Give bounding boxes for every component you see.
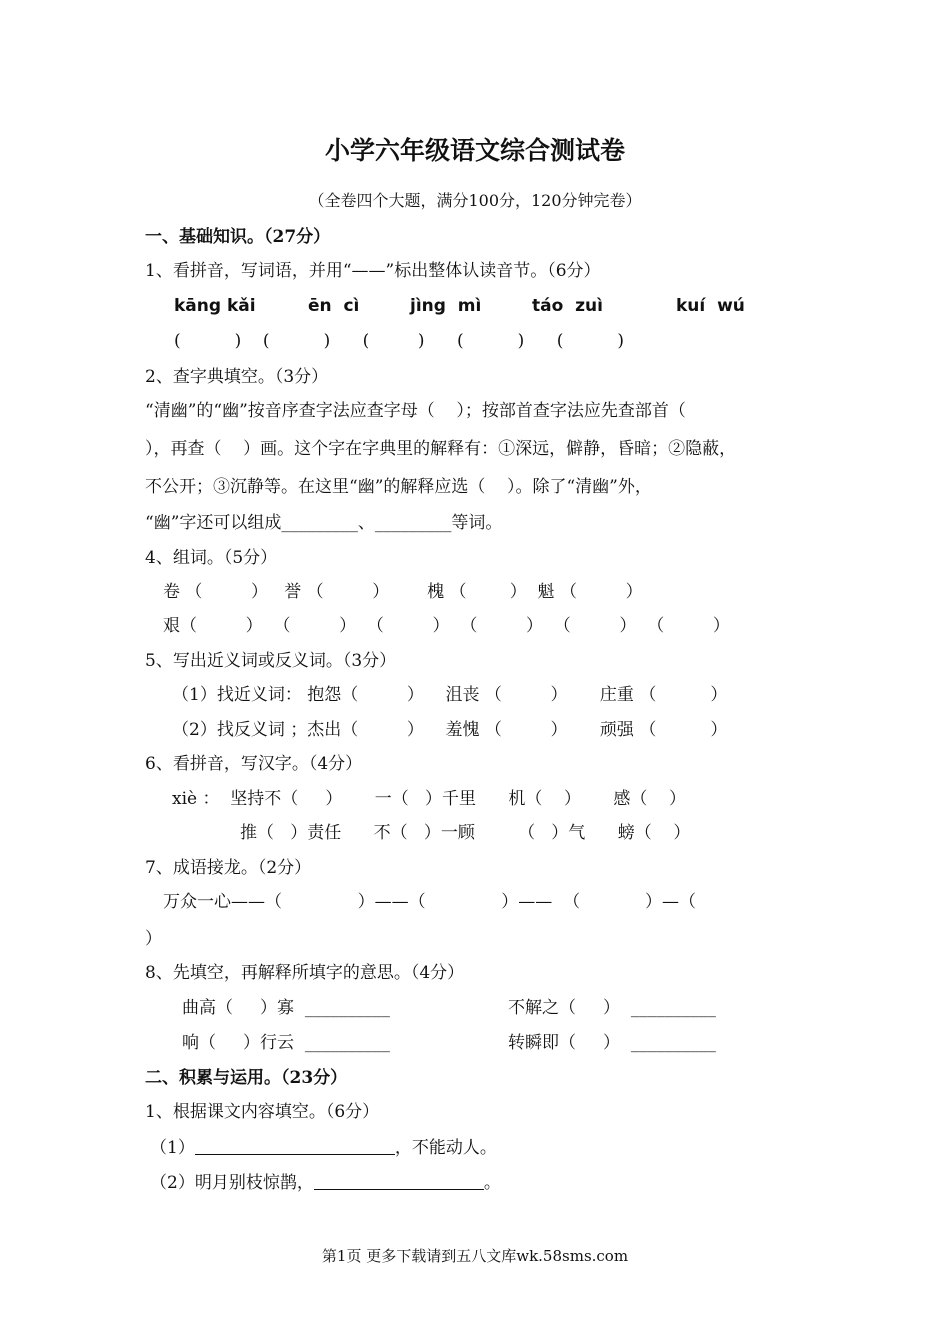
q7-prompt: 7、成语接龙。（2分） (145, 858, 312, 878)
q8-row2-right: 转瞬即（ ） __________ (508, 1033, 716, 1053)
q2-line3: 不公开；③沉静等。在这里“幽”的解释应选（ ）。除了“清幽”外， (145, 477, 652, 497)
section2-heading: 二、积累与运用。（23分） (145, 1068, 348, 1088)
q5-row1: （1）找近义词： 抱怨（ ） 沮丧 （ ） 庄重 （ ） (172, 685, 728, 705)
q7-row2: ） (145, 929, 162, 949)
pinyin-4: táo zuì (532, 296, 603, 316)
pinyin-3: jìng mì (410, 296, 482, 316)
q2-line4: “幽”字还可以组成_________、_________等词。 (145, 513, 503, 533)
q5-row2: （2）找反义词 ；杰出（ ） 羞愧 （ ） 顽强 （ ） (172, 720, 728, 740)
s2-q1-prompt: 1、根据课文内容填空。（6分） (145, 1102, 380, 1122)
exam-subtitle: （全卷四个大题，满分100分，120分钟完卷） (308, 191, 642, 210)
pinyin-5: kuí wú (676, 296, 745, 316)
q1-prompt: 1、看拼音，写词语，并用“——”标出整体认读音节。（6分） (145, 261, 601, 281)
q6-row2: 推（ ）责任 不（ ）一顾 （ ）气 螃（ ） (240, 823, 691, 843)
q4-prompt: 4、组词。（5分） (145, 548, 278, 568)
pinyin-1: kāng kǎi (174, 296, 256, 316)
pinyin-2: ēn cì (308, 296, 360, 316)
q8-prompt: 8、先填空，再解释所填字的意思。（4分） (145, 963, 465, 983)
q1-answer-row: ( ) ( ) ( ) ( ) ( ) (174, 331, 624, 351)
item2-blank[interactable] (314, 1171, 484, 1190)
item2-head: （2）明月别枝惊鹊， (150, 1173, 314, 1193)
page-footer: 第1页 更多下载请到五八文库wk.58sms.com (321, 1247, 629, 1265)
q7-row1: 万众一心——（ ）——（ ）—— （ ）—（ (163, 892, 696, 912)
item2-tail: 。 (483, 1173, 501, 1193)
q4-row1: 卷 （ ） 誉 （ ） 槐 （ ） 魁 （ ） (163, 582, 643, 602)
q6-prompt: 6、看拼音，写汉字。（4分） (145, 754, 363, 774)
q8-row2-left: 响（ ）行云 __________ (182, 1033, 390, 1053)
item1-tail: ，不能动人。 (394, 1138, 497, 1158)
item1-number: （1） (150, 1138, 195, 1158)
q2-line2: ），再查（ ）画。这个字在字典里的解释有：①深远，僻静，昏暗；②隐蔽， (145, 439, 737, 459)
q4-row2: 艰（ ） （ ） （ ） （ ） （ ） （ ） (163, 616, 730, 636)
s2-q1-item1 (150, 1136, 497, 1159)
q5-prompt: 5、写出近义词或反义词。（3分） (145, 651, 397, 671)
section1-heading: 一、基础知识。（27分） (145, 227, 331, 247)
q8-row1-right: 不解之（ ） __________ (508, 998, 716, 1018)
s2-q1-item2 (150, 1171, 501, 1194)
q2-line1: “清幽”的“幽”按音序查字法应查字母（ ）；按部首查字法应先查部首（ (145, 401, 686, 421)
item1-blank[interactable] (195, 1136, 395, 1155)
page-title: 小学六年级语文综合测试卷 (324, 136, 625, 165)
q6-row1: xiè ： 坚持不（ ） 一（ ）千里 机（ ） 感（ ） (172, 789, 687, 809)
q8-row1-left: 曲高（ ）寡 __________ (182, 998, 390, 1018)
q2-prompt: 2、查字典填空。（3分） (145, 367, 329, 387)
